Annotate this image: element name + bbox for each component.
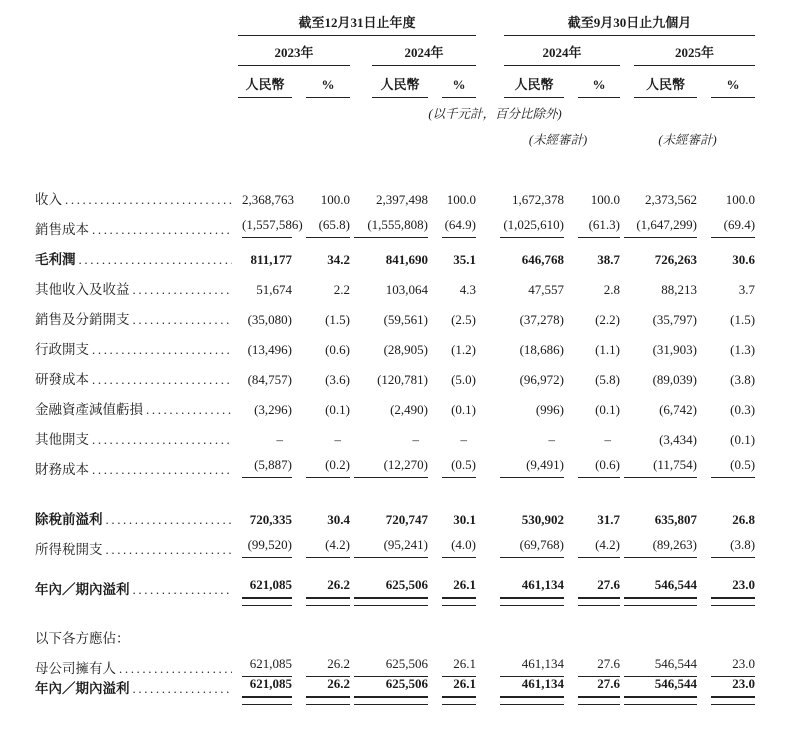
value-cell: (4.2): [306, 538, 350, 558]
value-cell: (13,496): [247, 342, 292, 358]
value-cell: (1.2): [451, 342, 477, 358]
leader-dots: [133, 682, 233, 697]
value-cell: (2.5): [451, 312, 477, 328]
value-cell: –: [548, 432, 556, 448]
row-label: 年內／期內溢利: [35, 582, 130, 597]
column-gap: [476, 358, 496, 388]
income-statement-table: [35, 10, 755, 708]
value-cell: 2.8: [603, 282, 621, 298]
table-row: [35, 328, 755, 358]
leader-dots: [106, 513, 233, 528]
value-cell: (3.6): [325, 372, 350, 388]
value-cell: 461,134: [500, 578, 564, 598]
value-cell: 100.0: [446, 192, 477, 208]
value-cell: (1.3): [730, 342, 756, 358]
leader-dots: [92, 463, 232, 478]
value-cell: 726,263: [654, 252, 698, 268]
column-gap: [476, 388, 496, 418]
value-cell: (0.6): [578, 458, 620, 478]
value-cell: 621,085: [242, 677, 292, 697]
period-group-header-row: [35, 10, 755, 36]
unaudited-note: (未經審計): [528, 133, 588, 148]
currency-header: 人民幣: [372, 78, 428, 98]
row-label: 以下各方應佔：: [35, 631, 130, 647]
value-cell: 30.4: [327, 512, 350, 528]
value-cell: (9,491): [500, 458, 564, 478]
income-statement-body: [35, 178, 755, 708]
year-2024-nine-month-header: 2024年: [504, 46, 620, 66]
value-cell: (1.1): [595, 342, 621, 358]
value-cell: (0.1): [325, 402, 350, 418]
value-cell: (4.0): [442, 538, 476, 558]
value-cell: 2,373,562: [645, 192, 698, 208]
row-label: 行政開支: [35, 342, 89, 358]
value-cell: 34.2: [327, 252, 350, 268]
value-cell: (31,903): [652, 342, 698, 358]
value-cell: 100.0: [590, 192, 621, 208]
value-cell: (59,561): [383, 312, 428, 328]
value-cell: (1.5): [730, 312, 756, 328]
value-cell: 26.1: [442, 677, 476, 697]
value-cell: 100.0: [725, 192, 756, 208]
value-cell: (2,490): [390, 402, 428, 418]
value-cell: 88,213: [661, 282, 698, 298]
value-cell: 2,368,763: [242, 192, 294, 208]
column-gap: [476, 418, 496, 448]
table-row: [35, 388, 755, 418]
value-cell: 1,672,378: [512, 192, 565, 208]
value-cell: (5.0): [451, 372, 477, 388]
value-cell: 811,177: [250, 252, 292, 268]
value-cell: (96,972): [519, 372, 565, 388]
table-spacer-row: [35, 558, 755, 578]
header-spacer-row: [35, 148, 755, 178]
year-2024-header: 2024年: [372, 46, 476, 66]
leader-dots: [119, 662, 232, 677]
value-cell: 621,085: [242, 657, 292, 677]
currency-percent-header-row: [35, 66, 755, 98]
value-cell: (1,025,610): [500, 218, 564, 238]
value-cell: 461,134: [500, 677, 564, 697]
value-cell: (3,434): [659, 432, 698, 448]
value-cell: 103,064: [385, 282, 428, 298]
value-cell: 23.0: [711, 677, 755, 697]
row-label: 年內／期內溢利: [35, 680, 130, 696]
column-gap: [476, 677, 496, 708]
value-cell: (11,754): [624, 458, 697, 478]
value-cell: (1,555,808): [354, 218, 428, 238]
value-cell: 546,544: [624, 657, 697, 677]
row-label: 其他開支: [35, 432, 89, 448]
table-row: [35, 448, 755, 478]
table-row: [35, 647, 755, 677]
value-cell: 2.2: [333, 282, 350, 298]
table-row: [35, 617, 755, 647]
value-cell: (69,768): [500, 538, 564, 558]
value-cell: 546,544: [624, 578, 697, 598]
value-cell: 27.6: [578, 657, 620, 677]
unaudited-note-row: [35, 122, 755, 148]
value-cell: (5,887): [242, 458, 292, 478]
currency-header: 人民幣: [634, 78, 697, 98]
unit-note-row: [35, 98, 755, 122]
value-cell: (1,557,586): [242, 218, 292, 238]
value-cell: 646,768: [521, 252, 565, 268]
value-cell: (0.3): [730, 402, 756, 418]
value-cell: (3.8): [711, 538, 755, 558]
value-cell: 625,506: [354, 657, 428, 677]
value-cell: 31.7: [597, 512, 621, 528]
row-label: 母公司擁有人: [35, 661, 116, 676]
value-cell: 26.2: [306, 657, 350, 677]
value-cell: 51,674: [256, 282, 292, 298]
value-cell: (37,278): [519, 312, 565, 328]
value-cell: 621,085: [242, 578, 292, 598]
value-cell: 23.0: [711, 657, 755, 677]
row-label: 銷售及分銷開支: [35, 312, 130, 328]
value-cell: 100.0: [320, 192, 350, 208]
column-gap: [476, 10, 496, 36]
value-cell: (0.1): [451, 402, 477, 418]
value-cell: 530,902: [521, 512, 565, 528]
table-row: [35, 268, 755, 298]
value-cell: 3.7: [738, 282, 756, 298]
leader-dots: [92, 343, 232, 358]
value-cell: (0.1): [730, 432, 756, 448]
leader-dots: [79, 253, 233, 268]
value-cell: –: [412, 432, 419, 448]
column-gap: [476, 647, 496, 677]
leader-dots: [146, 403, 232, 418]
value-cell: 2,397,498: [376, 192, 428, 208]
value-cell: –: [604, 432, 612, 448]
value-cell: (95,241): [354, 538, 428, 558]
value-cell: (1.5): [325, 312, 350, 328]
column-gap: [476, 238, 496, 268]
value-cell: 841,690: [385, 252, 428, 268]
percent-header: %: [578, 78, 620, 98]
value-cell: (89,263): [624, 538, 697, 558]
leader-dots: [65, 193, 232, 208]
column-gap: [476, 178, 496, 208]
row-label: 除稅前溢利: [35, 512, 103, 528]
column-gap: [476, 448, 496, 478]
row-label: 銷售成本: [35, 222, 89, 238]
value-cell: 30.6: [732, 252, 756, 268]
value-cell: 35.1: [453, 252, 477, 268]
unit-note: (以千元計，百分比除外): [428, 107, 562, 122]
percent-header: %: [306, 78, 350, 98]
value-cell: 26.8: [732, 512, 756, 528]
value-cell: (1,647,299): [624, 218, 697, 238]
column-gap: [476, 268, 496, 298]
leader-dots: [133, 313, 233, 328]
value-cell: (18,686): [519, 342, 565, 358]
value-cell: 26.1: [442, 578, 476, 598]
row-label: 其他收入及收益: [35, 282, 130, 298]
value-cell: 625,506: [354, 677, 428, 697]
value-cell: 720,335: [249, 512, 292, 528]
leader-dots: [133, 583, 233, 598]
row-label: 所得稅開支: [35, 542, 103, 558]
value-cell: 23.0: [711, 578, 755, 598]
value-cell: (2.2): [595, 312, 621, 328]
value-cell: 4.3: [459, 282, 477, 298]
column-gap: [476, 328, 496, 358]
value-cell: 27.6: [578, 677, 620, 697]
year-2023-header: 2023年: [238, 46, 350, 66]
table-row: [35, 498, 755, 528]
table-row: [35, 298, 755, 328]
year-2025-header: 2025年: [634, 46, 755, 66]
value-cell: (84,757): [247, 372, 292, 388]
row-label: 研發成本: [35, 372, 89, 388]
table-spacer-row: [35, 609, 755, 617]
value-cell: 720,747: [385, 512, 428, 528]
row-label: 金融資產減值虧損: [35, 402, 143, 418]
value-cell: (61.3): [578, 218, 620, 238]
value-cell: 27.6: [578, 578, 620, 598]
value-cell: 26.1: [442, 657, 476, 677]
value-cell: 26.2: [306, 677, 350, 697]
value-cell: (35,797): [652, 312, 698, 328]
table-row: [35, 578, 755, 609]
value-cell: (5.8): [595, 372, 621, 388]
value-cell: (89,039): [652, 372, 698, 388]
value-cell: 546,544: [624, 677, 697, 697]
column-gap: [476, 208, 496, 238]
table-row: [35, 178, 755, 208]
table-spacer-row: [35, 478, 755, 498]
table-row: [35, 677, 755, 708]
row-label: 收入: [35, 192, 62, 208]
leader-dots: [133, 283, 233, 298]
value-cell: (65.8): [306, 218, 350, 238]
value-cell: –: [276, 432, 283, 448]
table-row: [35, 238, 755, 268]
label-column-header: [35, 10, 238, 36]
value-cell: 47,557: [528, 282, 565, 298]
period-group-1-title: 截至12月31日止年度: [238, 16, 476, 36]
year-header-row: [35, 36, 755, 66]
value-cell: –: [460, 432, 468, 448]
value-cell: (64.9): [442, 218, 476, 238]
value-cell: (0.1): [595, 402, 621, 418]
period-group-2-title: 截至9月30日止九個月: [504, 16, 755, 36]
table-row: [35, 358, 755, 388]
leader-dots: [92, 373, 232, 388]
column-gap: [476, 578, 496, 609]
column-gap: [476, 298, 496, 328]
value-cell: (12,270): [354, 458, 428, 478]
value-cell: 461,134: [500, 657, 564, 677]
value-cell: (99,520): [242, 538, 292, 558]
value-cell: (0.5): [711, 458, 755, 478]
value-cell: (0.2): [306, 458, 350, 478]
currency-header: 人民幣: [504, 78, 564, 98]
value-cell: (0.6): [325, 342, 350, 358]
percent-header: %: [711, 78, 755, 98]
table-row: [35, 208, 755, 238]
column-gap: [476, 528, 496, 558]
table-row: [35, 528, 755, 558]
value-cell: (3,296): [254, 402, 292, 418]
leader-dots: [106, 543, 233, 558]
row-label: 財務成本: [35, 462, 89, 478]
value-cell: (4.2): [578, 538, 620, 558]
value-cell: (35,080): [247, 312, 292, 328]
value-cell: 635,807: [654, 512, 698, 528]
table-row: [35, 418, 755, 448]
leader-dots: [92, 223, 232, 238]
column-gap: [476, 498, 496, 528]
currency-header: 人民幣: [238, 78, 292, 98]
value-cell: 30.1: [453, 512, 477, 528]
value-cell: (0.5): [442, 458, 476, 478]
value-cell: (6,742): [659, 402, 698, 418]
value-cell: 38.7: [597, 252, 621, 268]
value-cell: (3.8): [730, 372, 756, 388]
unaudited-note: (未經審計): [658, 133, 717, 148]
value-cell: 26.2: [306, 578, 350, 598]
percent-header: %: [442, 78, 476, 98]
leader-dots: [92, 433, 232, 448]
value-cell: (28,905): [383, 342, 428, 358]
value-cell: (69.4): [711, 218, 755, 238]
value-cell: (996): [535, 402, 565, 418]
row-label: 毛利潤: [35, 252, 76, 268]
value-cell: (120,781): [377, 372, 428, 388]
value-cell: –: [334, 432, 341, 448]
value-cell: 625,506: [354, 578, 428, 598]
